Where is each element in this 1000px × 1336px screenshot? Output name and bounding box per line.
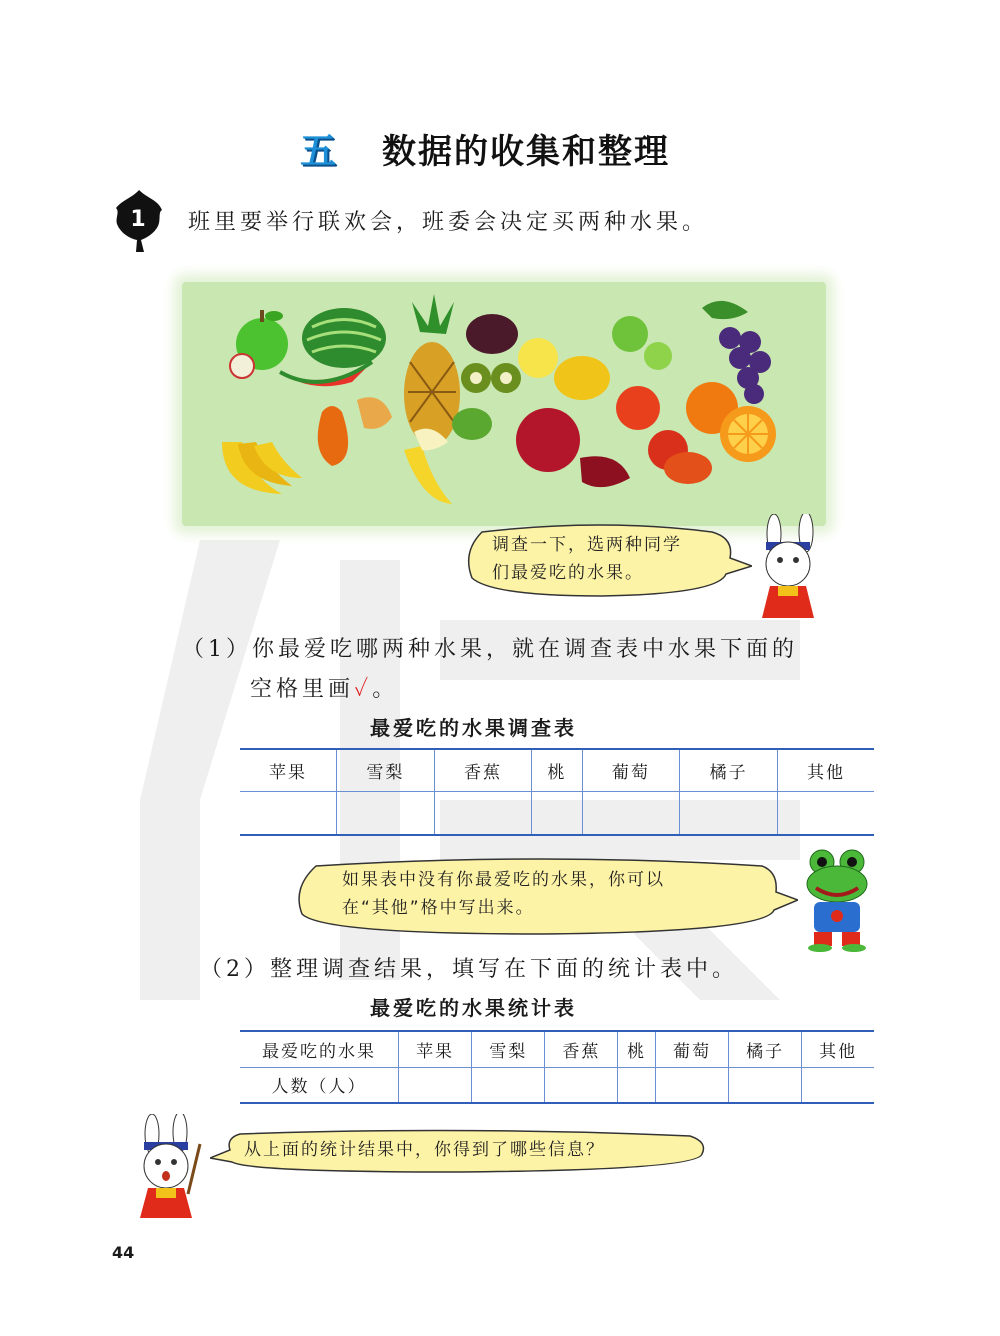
question-1-line-1: （1）你最爱吃哪两种水果，就在调查表中水果下面的 bbox=[182, 637, 798, 662]
stats-header-cell: 苹果 bbox=[399, 1031, 472, 1067]
starfruit-icon bbox=[452, 408, 492, 440]
chapter-number: 五 bbox=[300, 130, 337, 172]
stats-count-cell[interactable] bbox=[399, 1067, 472, 1103]
fruit-illustration bbox=[182, 282, 826, 526]
banana-icon bbox=[222, 442, 302, 494]
stats-header-cell: 雪梨 bbox=[472, 1031, 545, 1067]
survey-table-header-row bbox=[240, 749, 874, 791]
stats-count-cell[interactable] bbox=[618, 1067, 656, 1103]
fruit-picture bbox=[182, 282, 826, 526]
rabbit-bottom-character-icon bbox=[128, 1114, 212, 1224]
lime-icon bbox=[612, 316, 672, 370]
frog-character-icon bbox=[800, 846, 874, 952]
pineapple-icon bbox=[404, 294, 460, 446]
stats-table-count-row bbox=[240, 1067, 874, 1103]
survey-header-cell: 橘子 bbox=[680, 749, 778, 791]
survey-header-cell: 桃 bbox=[532, 749, 582, 791]
pear-icon bbox=[318, 397, 392, 466]
chapter-title: 数据的收集和整理 bbox=[382, 131, 670, 172]
leaf-number-icon bbox=[114, 188, 164, 254]
question-1 bbox=[182, 630, 798, 710]
stats-header-cell: 桃 bbox=[618, 1031, 656, 1067]
frog-bubble-line-2: 在“其他”格中写出来。 bbox=[342, 898, 535, 918]
stats-header-cell: 葡萄 bbox=[655, 1031, 728, 1067]
survey-table bbox=[240, 748, 874, 836]
survey-answer-cell[interactable] bbox=[532, 791, 582, 835]
stats-header-cell: 橘子 bbox=[729, 1031, 802, 1067]
survey-answer-cell[interactable] bbox=[434, 791, 532, 835]
stats-count-cell[interactable] bbox=[802, 1067, 874, 1103]
survey-header-cell: 香蕉 bbox=[434, 749, 532, 791]
question-1-prefix: 空格里画 bbox=[250, 677, 355, 702]
survey-header-cell: 苹果 bbox=[240, 749, 336, 791]
survey-answer-cell[interactable] bbox=[336, 791, 434, 835]
survey-answer-cell[interactable] bbox=[240, 791, 336, 835]
rabbit-bubble-line-1: 调查一下，选两种同学 bbox=[492, 535, 682, 555]
survey-answer-cell[interactable] bbox=[680, 791, 778, 835]
green-apple-icon bbox=[230, 310, 288, 378]
stats-count-cell[interactable] bbox=[729, 1067, 802, 1103]
rabbit-bubble-text bbox=[492, 531, 682, 587]
stats-count-cell[interactable] bbox=[545, 1067, 618, 1103]
stats-header-cell: 最爱吃的水果 bbox=[240, 1031, 399, 1067]
rabbit-bubble-line-2: 们最爱吃的水果。 bbox=[492, 563, 644, 583]
stats-count-cell[interactable] bbox=[472, 1067, 545, 1103]
plum-icon bbox=[466, 314, 518, 354]
question-1-suffix: 。 bbox=[372, 677, 399, 702]
survey-header-cell: 其他 bbox=[777, 749, 874, 791]
check-mark-icon: ✓ bbox=[354, 677, 373, 702]
stats-header-cell: 香蕉 bbox=[545, 1031, 618, 1067]
watermelon-icon bbox=[280, 308, 386, 386]
stats-table-header-row bbox=[240, 1031, 874, 1067]
stats-table bbox=[240, 1030, 874, 1104]
example-number: 1 bbox=[130, 207, 146, 232]
stats-table-title: 最爱吃的水果统计表 bbox=[370, 996, 577, 1020]
stats-count-cell[interactable] bbox=[655, 1067, 728, 1103]
stats-header-cell: 其他 bbox=[802, 1031, 874, 1067]
question-1-line-2 bbox=[182, 670, 798, 710]
survey-table-answer-row bbox=[240, 791, 874, 835]
question-2: （2）整理调查结果，填写在下面的统计表中。 bbox=[200, 957, 738, 982]
lemon-icon bbox=[518, 338, 610, 400]
stats-row-label: 人数（人） bbox=[240, 1067, 399, 1103]
frog-bubble-line-1: 如果表中没有你最爱吃的水果，你可以 bbox=[342, 870, 665, 890]
chapter-heading bbox=[300, 118, 720, 178]
rabbit-character-icon bbox=[748, 514, 832, 624]
peeled-banana-icon bbox=[404, 429, 452, 504]
kiwi-icon bbox=[461, 363, 521, 393]
bottom-bubble-text: 从上面的统计结果中，你得到了哪些信息？ bbox=[244, 1140, 605, 1160]
example-text: 班里要举行联欢会，班委会决定买两种水果。 bbox=[188, 210, 709, 235]
survey-answer-cell[interactable] bbox=[582, 791, 680, 835]
survey-table-title: 最爱吃的水果调查表 bbox=[370, 716, 577, 740]
frog-bubble-text bbox=[342, 866, 665, 922]
survey-header-cell: 葡萄 bbox=[582, 749, 680, 791]
pomegranate-icon bbox=[516, 408, 630, 487]
page-number: 44 bbox=[112, 1243, 135, 1262]
survey-header-cell: 雪梨 bbox=[336, 749, 434, 791]
survey-answer-cell[interactable] bbox=[777, 791, 874, 835]
